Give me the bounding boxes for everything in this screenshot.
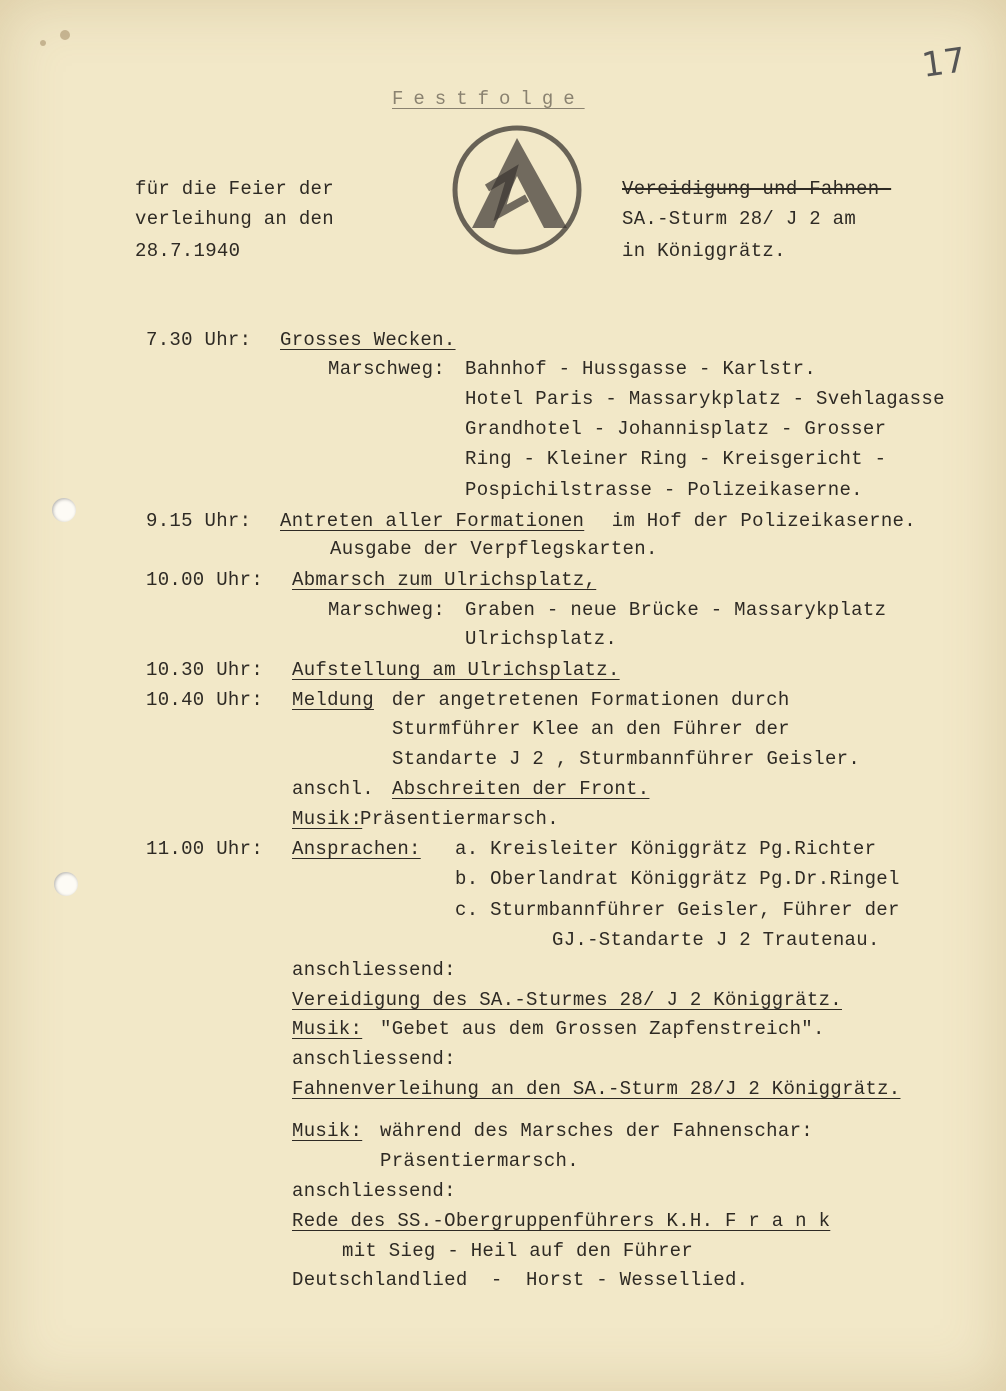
event-title: Abmarsch zum Ulrichsplatz, bbox=[292, 569, 597, 591]
header-right-line: Vereidigung und Fahnen- bbox=[622, 178, 892, 200]
event-title: Antreten aller Formationen bbox=[280, 510, 585, 532]
event-title: Grosses Wecken. bbox=[280, 329, 456, 351]
route-line: Pospichilstrasse - Polizeikaserne. bbox=[465, 479, 863, 501]
speaker-line: GJ.-Standarte J 2 Trautenau. bbox=[552, 929, 880, 951]
stain bbox=[40, 40, 46, 46]
event-title: Meldung bbox=[292, 689, 374, 711]
musik-text: Präsentiermarsch. bbox=[380, 1150, 579, 1172]
event-sub: Deutschlandlied - Horst - Wessellied. bbox=[292, 1269, 749, 1291]
header-left-line: für die Feier der bbox=[135, 178, 334, 200]
punch-hole bbox=[52, 498, 76, 522]
route-line: Graben - neue Brücke - Massarykplatz bbox=[465, 599, 887, 621]
event-title: Rede des SS.-Obergruppenführers K.H. F r a n k bbox=[292, 1210, 831, 1232]
event-title: Fahnenverleihung an den SA.-Sturm 28/J 2 Königgrätz. bbox=[292, 1078, 901, 1100]
time-label: 11.00 Uhr: bbox=[146, 838, 264, 860]
speaker-line: c. Sturmbannführer Geisler, Führer der bbox=[455, 899, 900, 921]
anschl-label: anschliessend: bbox=[292, 1048, 456, 1070]
event-title: Aufstellung am Ulrichsplatz. bbox=[292, 659, 620, 681]
anschl-label: anschl. bbox=[292, 778, 374, 800]
anschl-label: anschliessend: bbox=[292, 959, 456, 981]
event-title: Abschreiten der Front. bbox=[392, 778, 650, 800]
route-label: Marschweg: bbox=[328, 358, 446, 380]
event-sub: Ausgabe der Verpflegskarten. bbox=[330, 538, 658, 560]
time-label: 7.30 Uhr: bbox=[146, 329, 252, 351]
route-line: Grandhotel - Johannisplatz - Grosser bbox=[465, 418, 887, 440]
musik-text: während des Marsches der Fahnenschar: bbox=[380, 1120, 813, 1142]
event-text: der angetretenen Formationen durch bbox=[380, 689, 790, 711]
musik-label: Musik: bbox=[292, 808, 363, 830]
musik-label: Musik: bbox=[292, 1018, 363, 1040]
musik-text: "Gebet aus dem Grossen Zapfenstreich". bbox=[380, 1018, 825, 1040]
page-title: Festfolge bbox=[392, 88, 585, 110]
header-left-line: verleihung an den bbox=[135, 208, 334, 230]
header-right-line: in Königgrätz. bbox=[622, 240, 786, 262]
time-label: 9.15 Uhr: bbox=[146, 510, 252, 532]
route-line: Ulrichsplatz. bbox=[465, 628, 618, 650]
event-title: Ansprachen: bbox=[292, 838, 421, 860]
musik-text: Präsentiermarsch. bbox=[360, 808, 559, 830]
time-label: 10.40 Uhr: bbox=[146, 689, 264, 711]
header-right-line: SA.-Sturm 28/ J 2 am bbox=[622, 208, 857, 230]
route-line: Hotel Paris - Massarykplatz - Svehlagasse bbox=[465, 388, 945, 410]
page-number: 17 bbox=[919, 40, 969, 86]
speaker-line: b. Oberlandrat Königgrätz Pg.Dr.Ringel bbox=[455, 868, 900, 890]
header-left-line: 28.7.1940 bbox=[135, 240, 241, 262]
time-label: 10.30 Uhr: bbox=[146, 659, 264, 681]
event-title: Vereidigung des SA.-Sturmes 28/ J 2 Königgrätz. bbox=[292, 989, 842, 1011]
speaker-line: a. Kreisleiter Königgrätz Pg.Richter bbox=[455, 838, 877, 860]
stamp-seal-icon bbox=[432, 118, 602, 268]
route-label: Marschweg: bbox=[328, 599, 446, 621]
punch-hole bbox=[54, 872, 78, 896]
event-sub: Sturmführer Klee an den Führer der bbox=[392, 718, 790, 740]
event-text: im Hof der Polizeikaserne. bbox=[600, 510, 916, 532]
stain bbox=[60, 30, 70, 40]
event-sub: Standarte J 2 , Sturmbannführer Geisler. bbox=[392, 748, 861, 770]
anschl-label: anschliessend: bbox=[292, 1180, 456, 1202]
time-label: 10.00 Uhr: bbox=[146, 569, 264, 591]
route-line: Bahnhof - Hussgasse - Karlstr. bbox=[465, 358, 817, 380]
route-line: Ring - Kleiner Ring - Kreisgericht - bbox=[465, 448, 887, 470]
event-sub: mit Sieg - Heil auf den Führer bbox=[342, 1240, 694, 1262]
musik-label: Musik: bbox=[292, 1120, 363, 1142]
